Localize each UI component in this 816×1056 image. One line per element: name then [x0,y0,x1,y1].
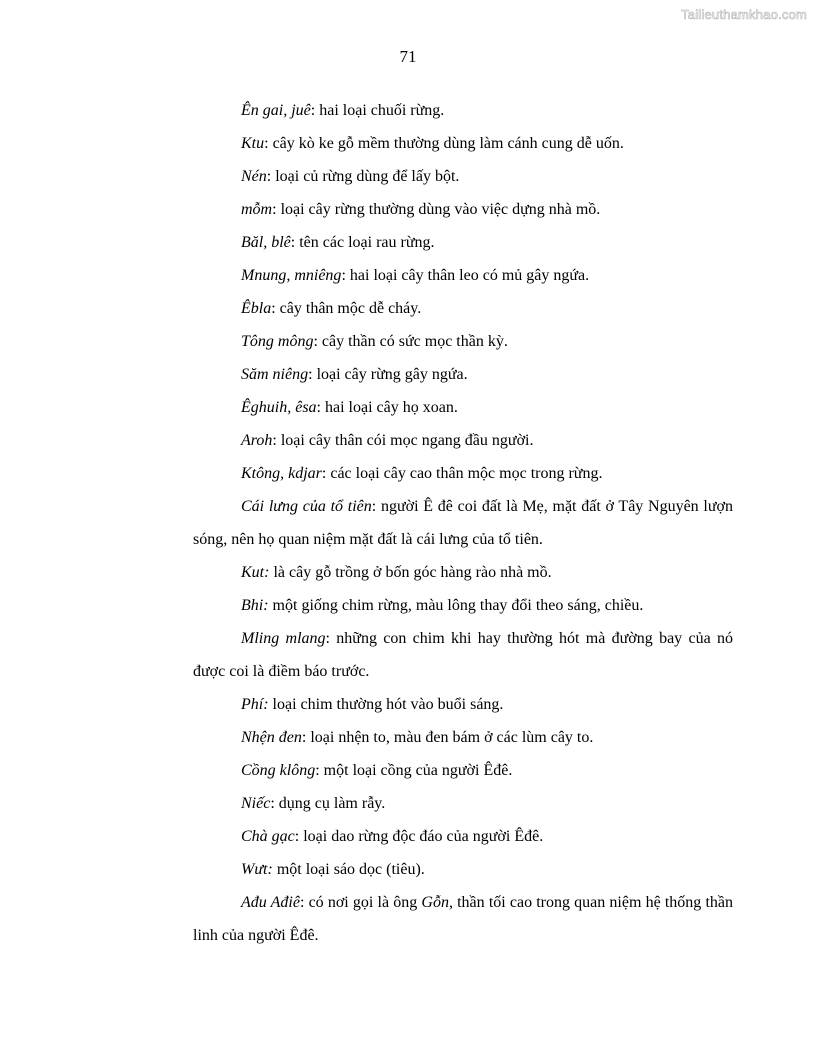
entry-term: Cồng klông [241,762,316,779]
entry-separator: : [272,432,277,449]
glossary-entry [193,787,733,820]
glossary-entry [193,853,733,886]
glossary-entry-last [193,886,733,952]
page-number: 71 [399,47,417,66]
entry-separator: : [321,465,327,482]
entry-separator: : [270,795,275,812]
entry-separator: : [341,267,346,284]
entry-definition-part: , thần tối cao trong quan niệm hệ thống thần linh của người Êđê. [193,894,733,944]
glossary-entry [193,556,733,589]
glossary-entry [193,160,733,193]
entry-definition: những con chim khi hay thường hót mà đường bay của nó được coi là điềm báo trước. [193,630,733,680]
entry-definition: loại dao rừng độc đáo của người Êđê. [299,828,544,845]
entry-term: Mling mlang [241,630,326,647]
entry-term: Cái lưng của tổ tiên [241,498,372,515]
entry-definition: cây kò ke gỗ mềm thường dùng làm cánh cung dễ uốn. [268,135,624,152]
entry-term: Nén [241,168,267,185]
entry-term: Êbla [241,300,272,317]
entry-definition: hai loại chuối rừng. [315,102,445,119]
entry-definition: một loại cồng của người Êđê. [319,762,513,779]
entry-definition: loại củ rừng dùng để lấy bột. [271,168,460,185]
entry-definition: loại cây rừng thường dùng vào việc dựng nhà mồ. [276,201,601,218]
entry-separator: : [325,630,330,647]
entry-definition: loại nhện to, màu đen bám ở các lùm cây to. [306,729,594,746]
entry-term: Aroh [241,432,273,449]
entry-definition: loại cây thân cói mọc ngang đầu người. [276,432,534,449]
entry-definition: loại cây rừng gây ngứa. [312,366,468,383]
entry-definition: một giống chim rừng, màu lông thay đổi theo sáng, chiều. [268,597,644,614]
entry-term: Êghuih, êsa [241,399,317,416]
entry-term: Niếc [241,795,271,812]
glossary-entry [193,94,733,127]
glossary-entry [193,721,733,754]
glossary-entry [193,457,733,490]
glossary-body [193,94,733,952]
glossary-entry [193,490,733,556]
entry-term: Bhi: [241,597,269,614]
entry-definition: cây thân mộc dễ cháy. [275,300,422,317]
entry-separator: : [308,366,313,383]
glossary-entry [193,688,733,721]
entry-separator: : [299,894,305,911]
entry-separator: : [310,102,316,119]
watermark-text: Tailieuthamkhao.com [681,7,807,22]
entry-separator: : [290,234,296,251]
glossary-entry [193,259,733,292]
entry-definition: là cây gỗ trồng ở bốn góc hàng rào nhà mồ. [269,564,552,581]
glossary-entry [193,820,733,853]
entry-term: mỗm [241,201,273,218]
glossary-entry [193,424,733,457]
entry-separator: : [371,498,377,515]
entry-inline-term: Gỗn [421,894,449,911]
entry-definition: hai loại cây họ xoan. [321,399,458,416]
entry-separator: : [294,828,300,845]
entry-term: Tông mông [241,333,314,350]
entry-definition: người Ê đê coi đất là Mẹ, mặt đất ở Tây Nguyên lượn sóng, nên họ quan niệm mặt đất là cái lưng của tổ tiên. [193,498,733,548]
entry-term: Wưt: [241,861,273,878]
entry-definition: dụng cụ làm rẫy. [274,795,386,812]
entry-definition-part: có nơi gọi là ông [304,894,422,911]
entry-term: Chà gạc [241,828,295,845]
entry-definition: loại chim thường hót vào buổi sáng. [268,696,504,713]
entry-separator: : [316,399,321,416]
entry-separator: : [301,729,307,746]
entry-definition: hai loại cây thân leo có mủ gây ngứa. [345,267,590,284]
glossary-entry [193,127,733,160]
entry-term: Ên gai, juê [241,102,311,119]
entry-term: Phí: [241,696,269,713]
entry-definition: cây thần có sức mọc thần kỳ. [317,333,508,350]
glossary-entry [193,754,733,787]
entry-definition: tên các loại rau rừng. [295,234,435,251]
glossary-entry [193,226,733,259]
entry-definition: các loại cây cao thân mộc mọc trong rừng. [326,465,603,482]
entry-term: Băl, blê [241,234,291,251]
entry-separator: : [266,168,272,185]
entry-separator: : [272,201,277,218]
entry-separator: : [315,762,320,779]
entry-separator: : [264,135,269,152]
entry-term: Nhện đen [241,729,302,746]
entry-term: Mnung, mniêng [241,267,342,284]
glossary-entry [193,589,733,622]
glossary-entry [193,622,733,688]
entry-term: Kut: [241,564,270,581]
entry-separator: : [313,333,318,350]
glossary-entry [193,292,733,325]
entry-definition: một loại sáo dọc (tiêu). [272,861,425,878]
glossary-entry [193,193,733,226]
glossary-entry [193,325,733,358]
entry-term: Ktông, kdjar [241,465,322,482]
entry-separator: : [271,300,276,317]
glossary-entry [193,358,733,391]
entry-term: Săm niêng [241,366,309,383]
glossary-entry [193,391,733,424]
entry-term: Ktu [241,135,265,152]
entry-term: Ađu Ađiê [241,894,300,911]
